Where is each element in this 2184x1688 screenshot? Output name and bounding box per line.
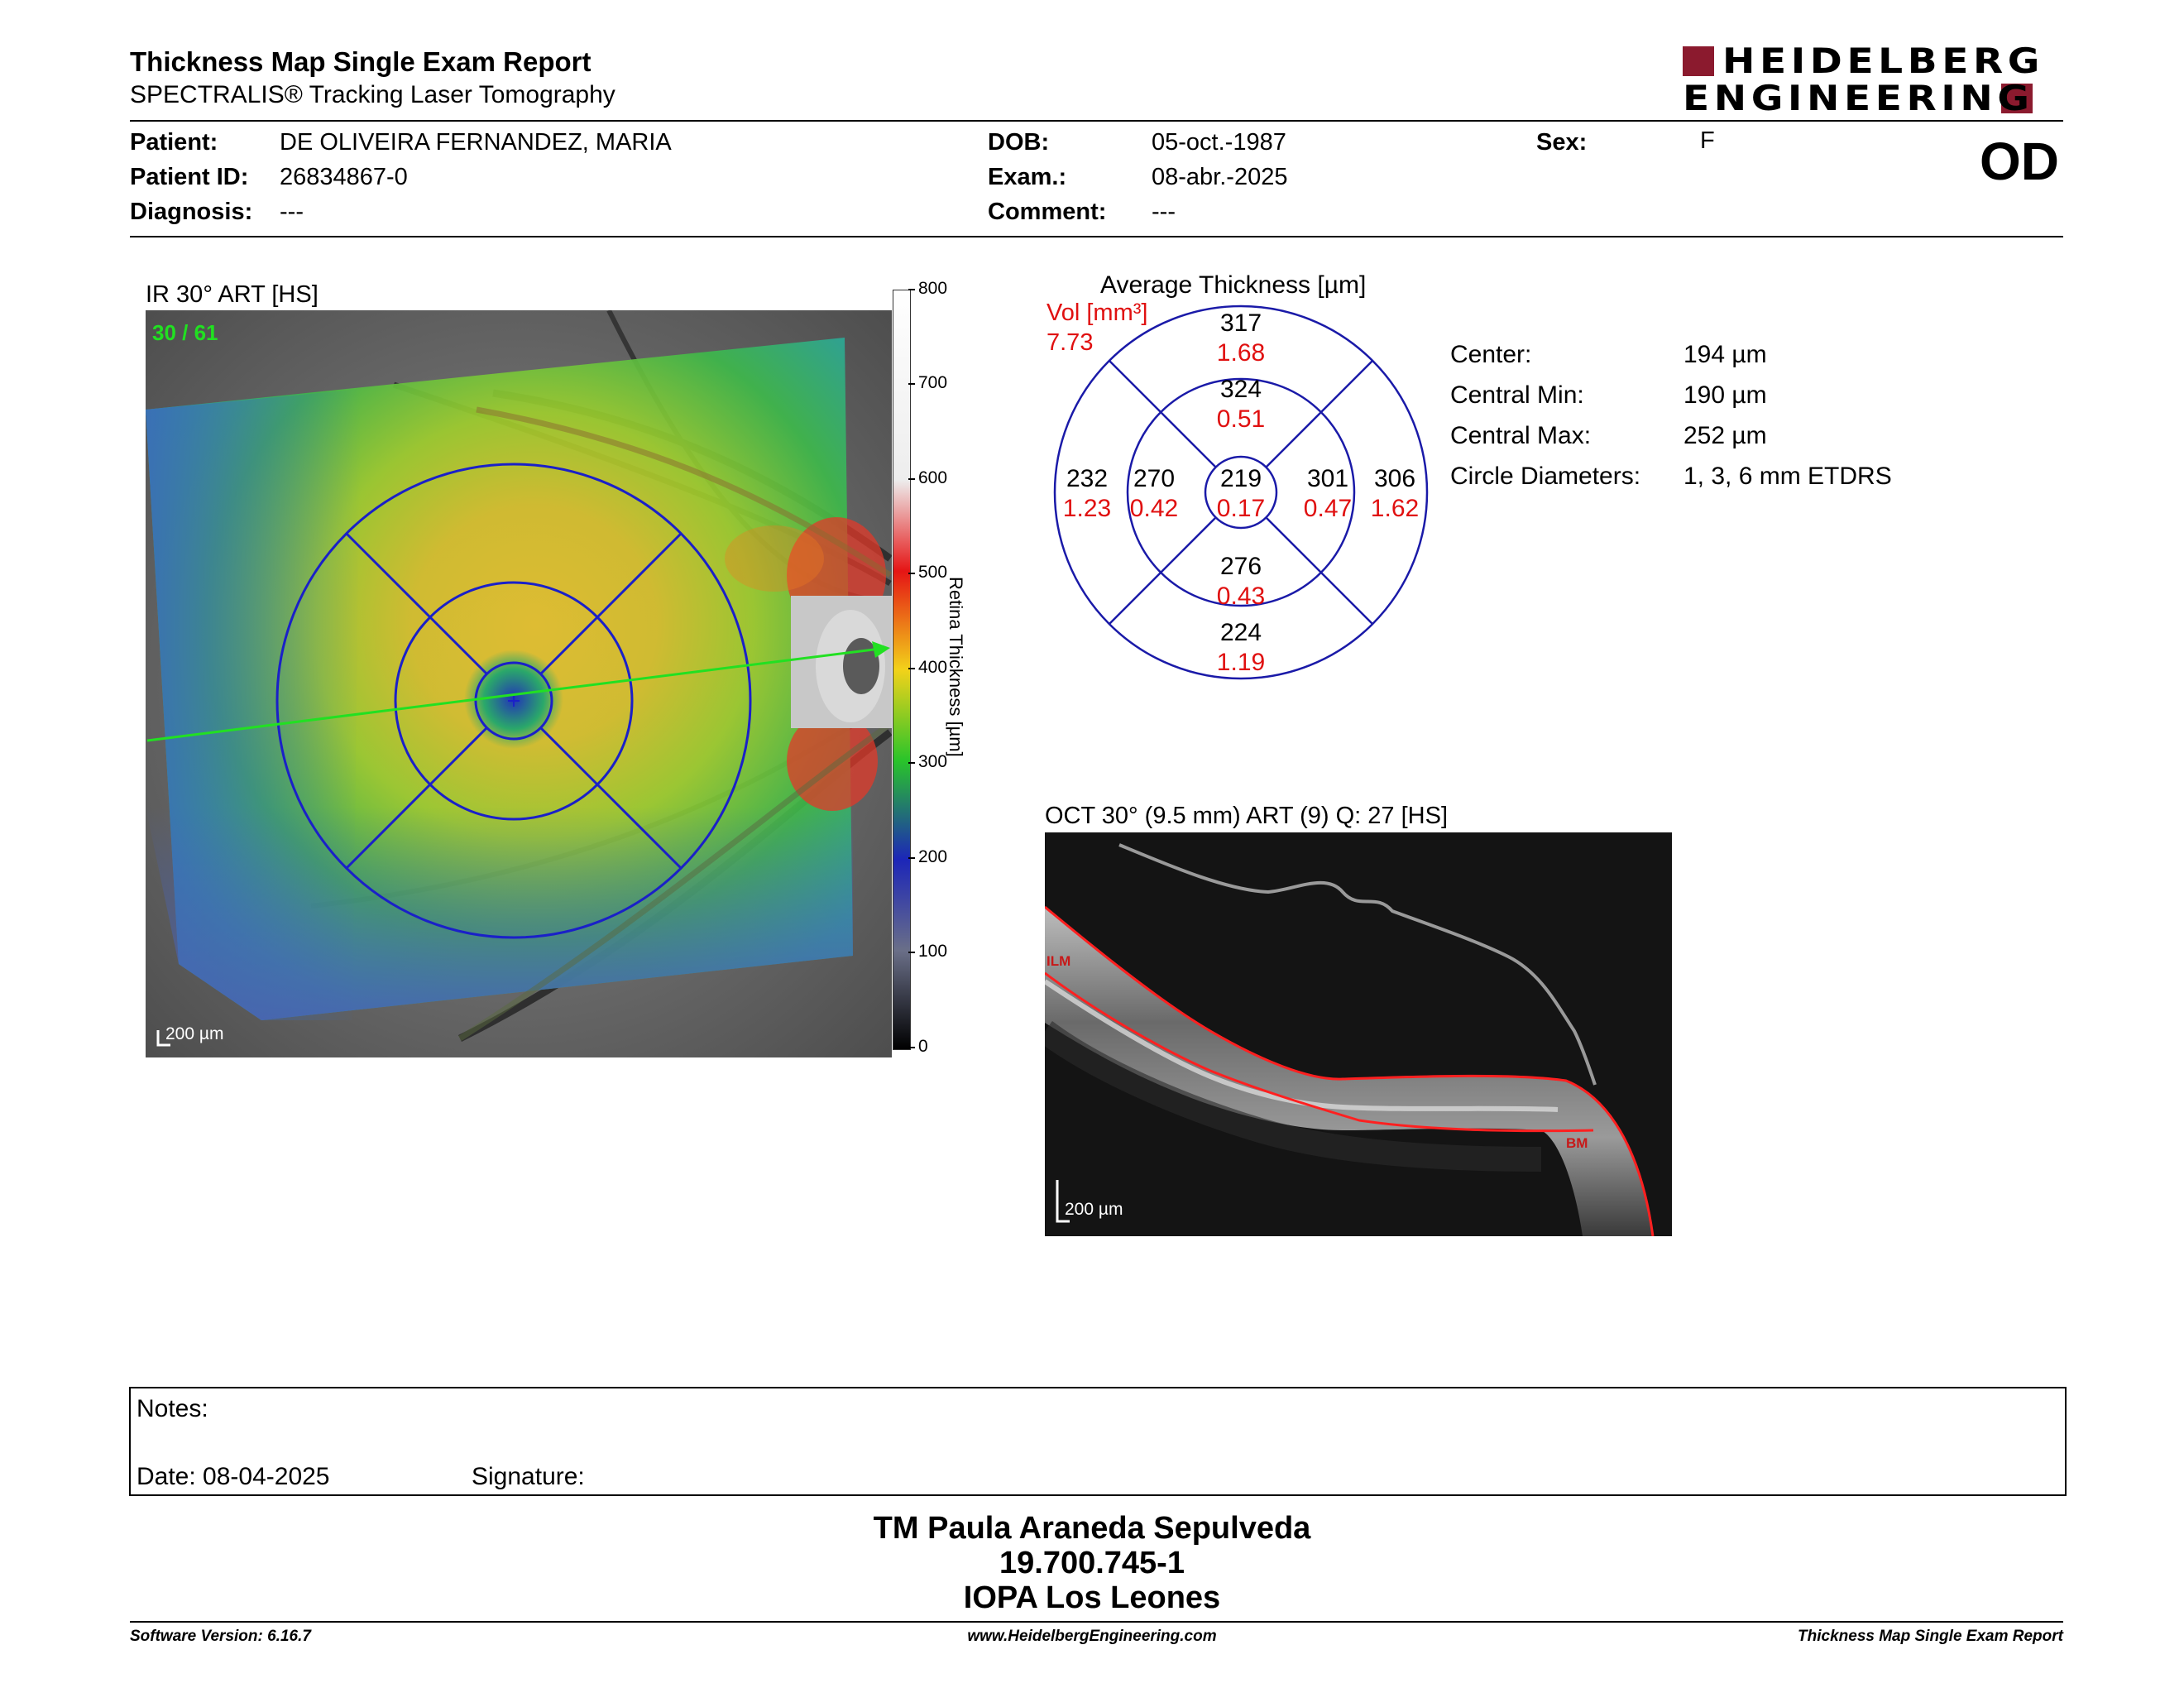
signature-label: Signature:: [472, 1463, 585, 1490]
patient-name: DE OLIVEIRA FERNANDEZ, MARIA: [280, 129, 672, 156]
colorbar-tick: 300: [918, 752, 948, 771]
oct-scale-label: 200 µm: [1065, 1200, 1123, 1219]
stat-value: 252 µm: [1684, 422, 1767, 449]
outer-inferior-volume: 1.19: [1216, 649, 1266, 676]
patient-label: Patient:: [130, 129, 218, 156]
stat-label: Central Min:: [1450, 381, 1584, 409]
colorbar-tick: 700: [918, 373, 948, 392]
inner-inferior-volume: 0.43: [1216, 583, 1266, 610]
colorbar-tick: 0: [918, 1037, 928, 1056]
sex-value: F: [1700, 127, 1715, 154]
etdrs-title: Average Thickness [µm]: [1100, 271, 1367, 299]
stat-label: Circle Diameters:: [1450, 463, 1641, 490]
eye-label: OD: [1980, 132, 2059, 191]
stat-value: 1, 3, 6 mm ETDRS: [1684, 463, 1892, 490]
inner-superior-volume: 0.51: [1216, 405, 1266, 433]
notes-label: Notes:: [136, 1395, 208, 1422]
colorbar-tick: 600: [918, 468, 948, 487]
center-thickness: 219: [1219, 465, 1262, 492]
report-title: Thickness Map Single Exam Report: [130, 46, 592, 77]
website-link[interactable]: www.HeidelbergEngineering.com: [967, 1628, 1217, 1645]
technician-name: TM Paula Araneda Sepulveda: [873, 1511, 1311, 1546]
inner-nasal-volume: 0.47: [1303, 495, 1353, 522]
outer-nasal-volume: 1.62: [1370, 495, 1420, 522]
oct-title: OCT 30° (9.5 mm) ART (9) Q: 27 [HS]: [1045, 803, 1449, 829]
colorbar-tick: 100: [918, 942, 948, 961]
software-version: Software Version: 6.16.7: [130, 1628, 311, 1645]
outer-temporal-volume: 1.23: [1062, 495, 1112, 522]
footer-report-name: Thickness Map Single Exam Report: [1798, 1628, 2063, 1645]
fundus-thickness-map: [146, 310, 892, 1057]
inner-temporal-thickness: 270: [1133, 465, 1176, 492]
outer-inferior-thickness: 224: [1219, 619, 1262, 646]
total-volume: 7.73: [1046, 329, 1094, 356]
inner-temporal-volume: 0.42: [1129, 495, 1179, 522]
outer-nasal-thickness: 306: [1373, 465, 1416, 492]
frame-counter: 30 / 61: [152, 320, 218, 345]
comment-value: ---: [1152, 199, 1176, 225]
thickness-colorbar: [893, 290, 911, 1050]
notes-box[interactable]: [129, 1387, 2067, 1496]
exam-label: Exam.:: [988, 164, 1067, 190]
sex-label: Sex:: [1536, 129, 1588, 156]
technician-id: 19.700.745-1: [999, 1546, 1185, 1580]
fundus-scale-label: 200 µm: [165, 1024, 224, 1043]
logo-square-icon: [1683, 46, 1714, 76]
outer-superior-volume: 1.68: [1216, 339, 1266, 367]
institution-name: IOPA Los Leones: [963, 1580, 1221, 1615]
dob-value: 05-oct.-1987: [1152, 129, 1286, 156]
patient-id-label: Patient ID:: [130, 164, 249, 190]
header-divider: [130, 120, 2063, 122]
stat-value: 190 µm: [1684, 381, 1767, 409]
inner-nasal-thickness: 301: [1306, 465, 1349, 492]
center-volume: 0.17: [1216, 495, 1266, 522]
patient-divider: [130, 236, 2063, 237]
logo-line1: HEIDELBERG: [1722, 41, 2044, 81]
stat-value: 194 µm: [1684, 341, 1767, 368]
date-label: Date: 08-04-2025: [136, 1463, 330, 1490]
colorbar-tick: 500: [918, 563, 948, 582]
diagnosis-value: ---: [280, 199, 304, 225]
logo-line2: ENGINEERING: [1683, 78, 2034, 118]
oct-bscan: [1045, 832, 1672, 1236]
dob-label: DOB:: [988, 129, 1050, 156]
patient-id: 26834867-0: [280, 164, 408, 190]
footer-divider: [130, 1621, 2063, 1623]
inner-superior-thickness: 324: [1219, 376, 1262, 403]
colorbar-tick: 400: [918, 658, 948, 677]
heidelberg-logo: [1683, 41, 2060, 118]
comment-label: Comment:: [988, 199, 1107, 225]
fundus-title: IR 30° ART [HS]: [146, 281, 318, 308]
vol-label: Vol [mm³]: [1046, 300, 1148, 326]
outer-superior-thickness: 317: [1219, 309, 1262, 337]
ilm-label: ILM: [1046, 953, 1071, 969]
inner-inferior-thickness: 276: [1219, 553, 1262, 580]
stat-label: Center:: [1450, 341, 1532, 368]
outer-temporal-thickness: 232: [1066, 465, 1109, 492]
exam-date: 08-abr.-2025: [1152, 164, 1288, 190]
colorbar-label: Retina Thickness [µm]: [946, 577, 966, 757]
colorbar-tick: 800: [918, 279, 948, 298]
report-subtitle: SPECTRALIS® Tracking Laser Tomography: [130, 81, 615, 108]
colorbar-tick: 200: [918, 847, 948, 866]
diagnosis-label: Diagnosis:: [130, 199, 253, 225]
stat-label: Central Max:: [1450, 422, 1592, 449]
bm-label: BM: [1566, 1135, 1588, 1151]
